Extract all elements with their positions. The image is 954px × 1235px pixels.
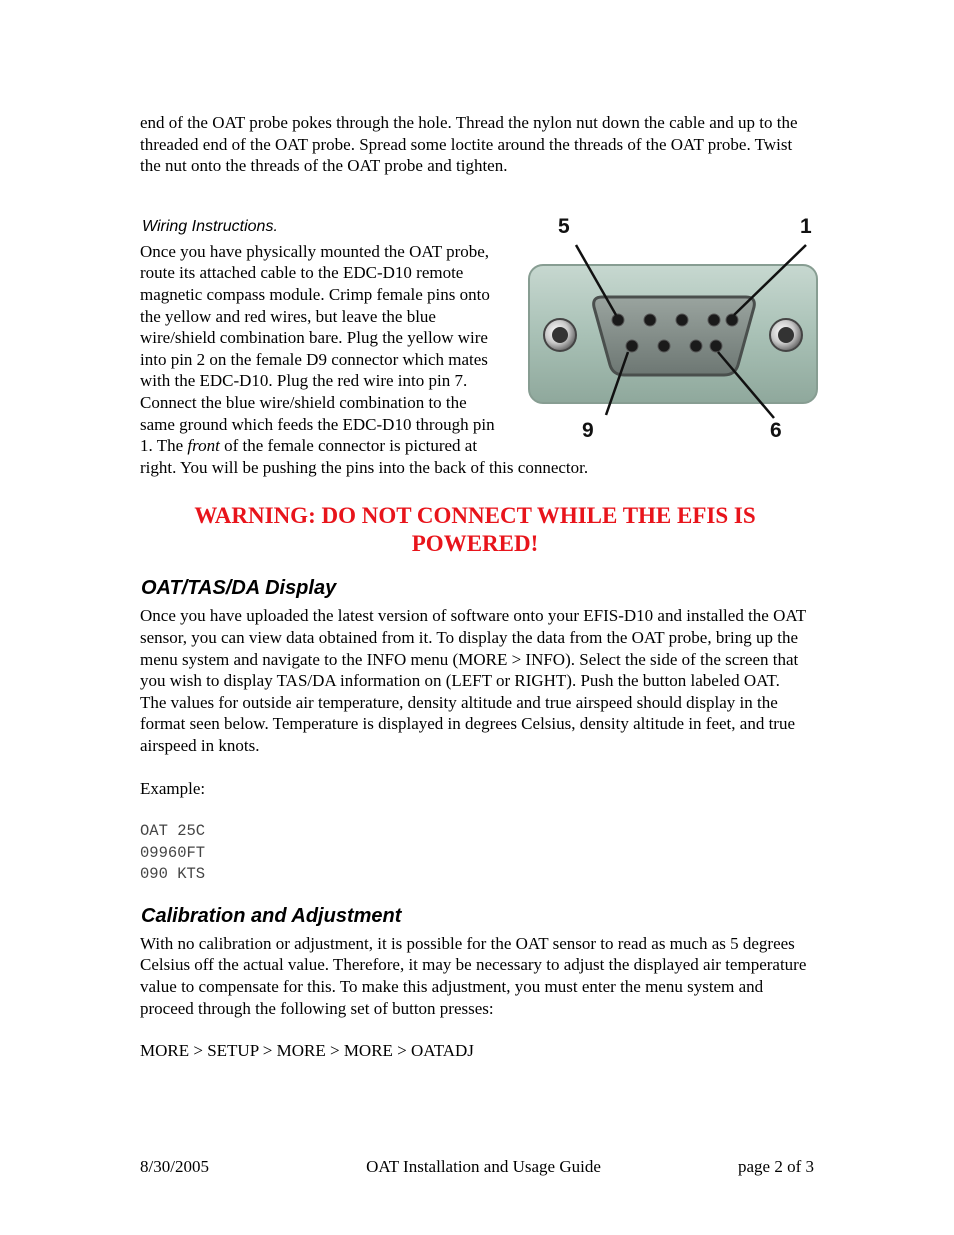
menu-sequence: MORE > SETUP > MORE > MORE > OATADJ [140,1041,474,1061]
wiring-emphasis: front [187,436,220,456]
wiring-text-2: of the female connector is pictured at right. You will be pushing the pins into the back of this connector. [140,436,589,477]
pin-label-9: 9 [582,418,594,442]
display-paragraph: Once you have uploaded the latest version of software onto your EFIS-D10 and installed the OAT sensor, you can view data obtained from it. To display the data from the OAT probe, bring up the menu system and navigate to the INFO menu (MORE > INFO). Select the side of the screen that you wish to display TAS/DA information on (LEFT or RIGHT). Push the button labeled OAT. The values for outside air temperature, density altitude and true airspeed should display in the format seen below. Temperature is displayed in degrees Celsius, density altitude in feet, and true airspeed in knots. [140,606,806,755]
connector-face [594,297,755,375]
page-content [140,112,810,1062]
d9-connector-figure [524,215,820,447]
wiring-heading: Wiring Instructions. [142,217,278,235]
calibration-paragraph: With no calibration or adjustment, it is possible for the OAT sensor to read as much as 5 degrees Celsius off the actual value. Therefore, it may be necessary to adjust the displayed air temperature value to compensate for this. To make this adjustment, you must enter the menu system and proceed through the following set of button presses: [140,933,807,1018]
example-line-altitude: 09960FT [140,843,206,862]
footer-date: 8/30/2005 [140,1157,209,1176]
intro-paragraph: end of the OAT probe pokes through the hole. Thread the nylon nut down the cable and up to the threaded end of the OAT probe. Spread some loctite around the threads of the OAT probe. Twist the nut onto the threads of the OAT probe and tighten. [140,113,798,176]
example-readout [140,821,810,886]
example-line-airspeed: 090 KTS [140,865,206,884]
example-label: Example: [140,779,206,799]
calibration-heading: Calibration and Adjustment [141,904,402,927]
footer-page-number: page 2 of 3 [737,1157,814,1176]
warning-banner: WARNING: DO NOT CONNECT WHILE THE EFIS IS POWERED! [194,503,756,557]
wiring-text-1: Once you have physically mounted the OAT probe, route its attached cable to the EDC-D10 remote magnetic compass module. Crimp female pins onto the yellow and red wires, but leave the blue wire/shield combination bare. Plug the yellow wire into pin 2 on the female D9 connector which mates with the EDC-D10. Plug the red wire into pin 7. Connect the blue wire/shield combination to the same ground which feeds the EDC-D10 through pin 1. The [140,241,495,456]
page-footer [140,1156,814,1178]
footer-title: OAT Installation and Usage Guide [366,1157,601,1176]
pin-label-5: 5 [558,214,570,238]
d9-connector-illustration [524,215,820,447]
example-line-oat: OAT 25C [140,822,206,841]
display-heading: OAT/TAS/DA Display [141,577,337,600]
pin-label-1: 1 [800,214,812,238]
pin-label-6: 6 [770,418,782,442]
